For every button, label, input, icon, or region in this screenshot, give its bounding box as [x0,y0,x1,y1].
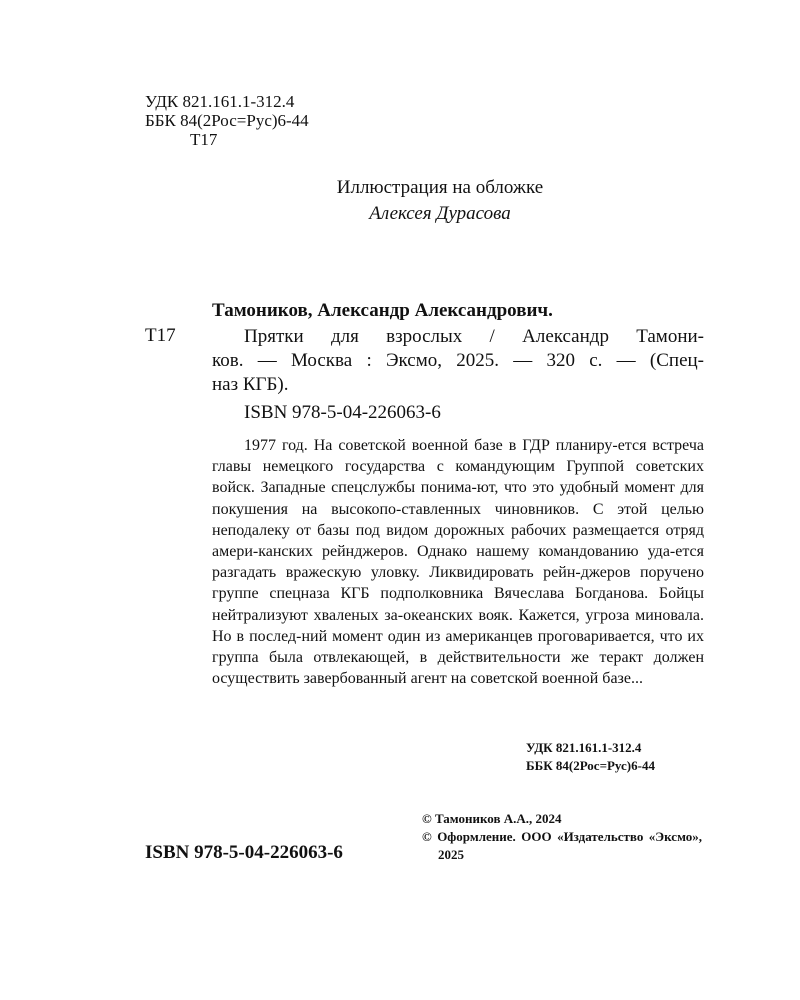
author-mark-left: Т17 [145,325,176,346]
udk-code: УДК 821.161.1-312.4 [145,92,295,111]
classification-block-top [145,92,309,149]
bibliographic-description [212,325,704,397]
annotation-text: 1977 год. На советской военной базе в ГДР планиру-ется встреча главы немецкого государства с командующим Группой советских войск. Западные спецслужбы понима-ют, что это удобный момент для покушения на высокопо-ставленных чиновников. С этой целью неподалеку от базы под видом дорожных рабочих размещается отряд амери-канских рейнджеров. Однако нашему командованию уда-ется разгадать вражескую уловку. Ликвидировать рейн-джеров поручено группе спецназа КГБ подполковника Вячеслава Богданова. Бойцы нейтрализуют хваленых за-океанских вояк. Кажется, угроза миновала. Но в послед-ний момент один из американцев проговаривается, что их группа была отвлекающей, в действительности же теракт должен осуществить завербованный агент на советской военной базе... [212,437,704,688]
bbk-code: ББК 84(2Рос=Рус)6-44 [145,111,309,130]
illustration-artist: Алексея Дурасова [369,203,511,224]
copyright-design: © Оформление. ООО «Издательство «Эксмо», 2025 [422,829,702,862]
biblio-line: наз КГБ). [212,374,289,395]
author-mark: Т17 [190,130,218,149]
classification-block-bottom [526,739,655,775]
isbn-bottom: ISBN 978-5-04-226063-6 [145,842,343,863]
biblio-line: Прятки для взрослых / Александр Тамони- [244,326,704,347]
annotation [212,435,704,689]
copyright-author: © Тамоников А.А., 2024 [422,811,562,826]
isbn: ISBN 978-5-04-226063-6 [244,402,441,423]
illustration-caption: Иллюстрация на обложке [336,177,544,198]
bbk-code-bottom: ББК 84(2Рос=Рус)6-44 [526,758,655,773]
cover-illustration-credit [0,175,800,227]
udk-code-bottom: УДК 821.161.1-312.4 [526,740,642,755]
copyright-block [422,810,702,864]
author-heading: Тамоников, Александр Александрович. [212,300,553,321]
biblio-line: ков. — Москва : Эксмо, 2025. — 320 с. — (Спец- [212,350,704,371]
